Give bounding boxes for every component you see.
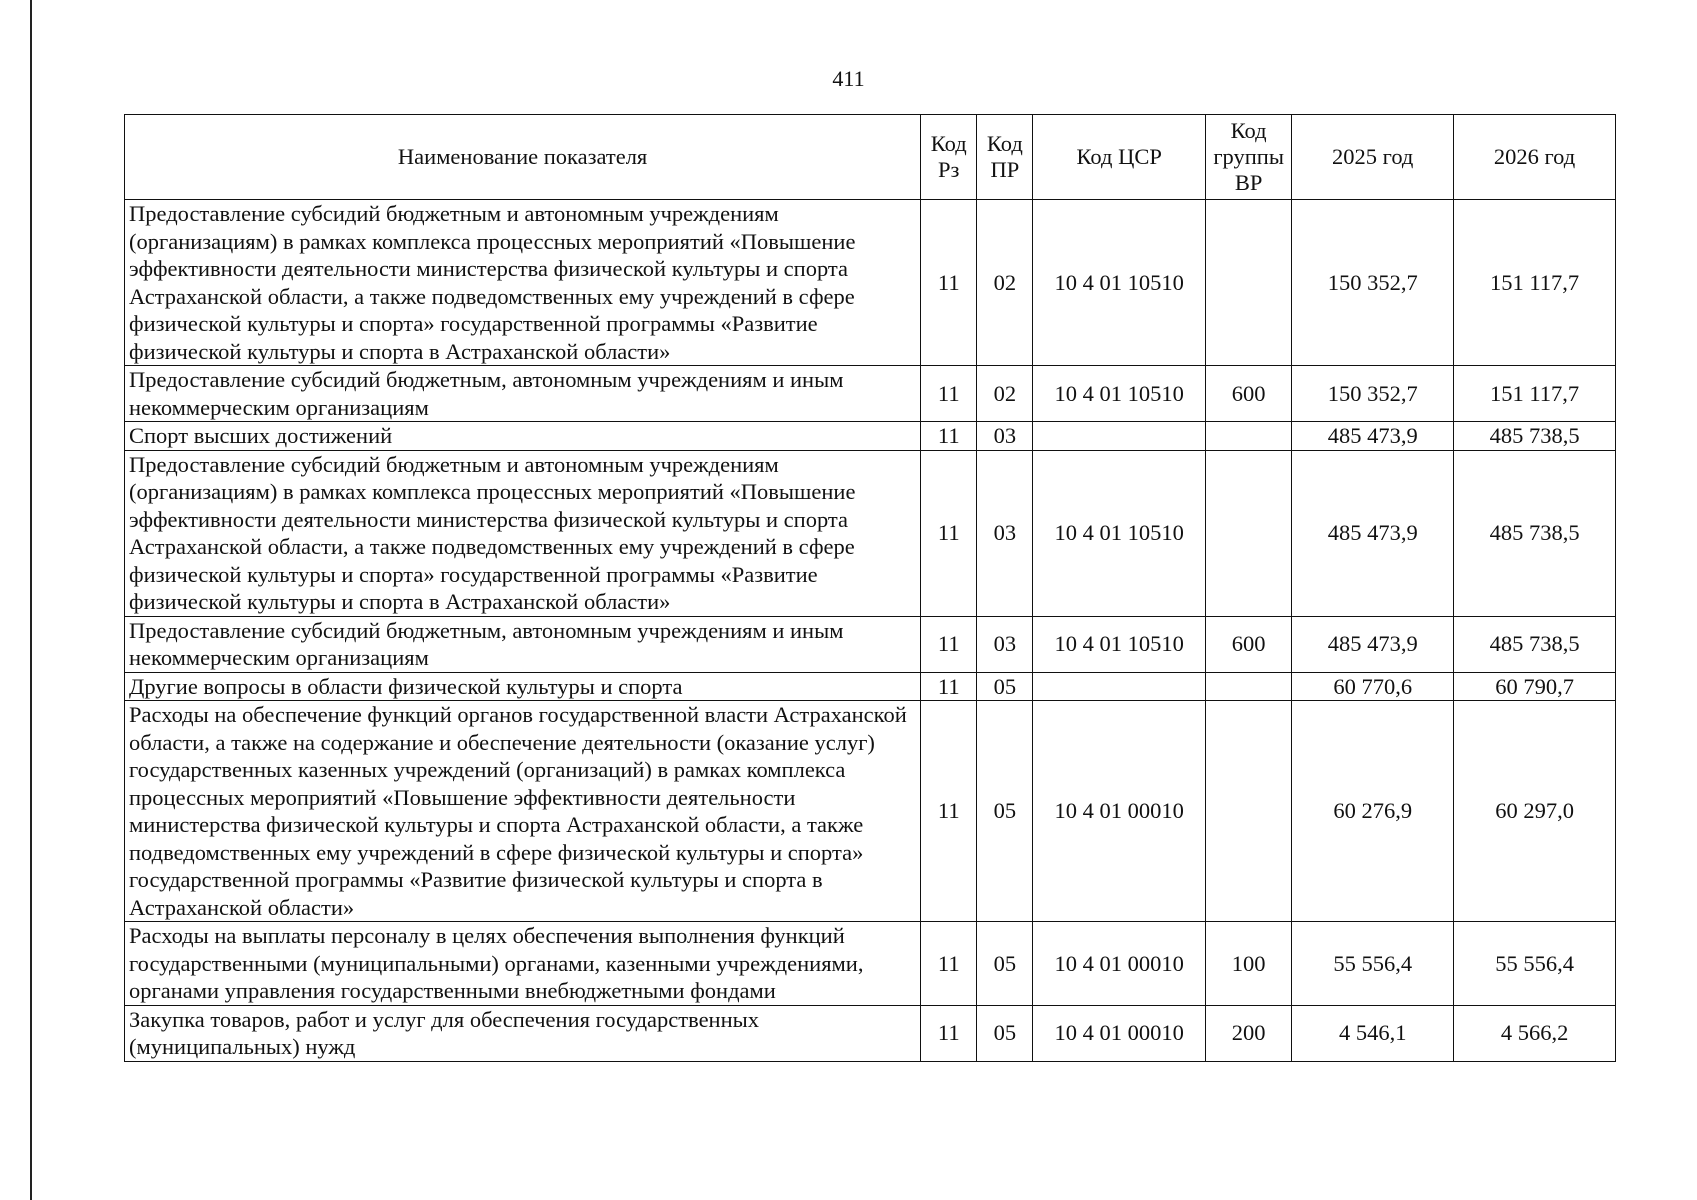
header-year-2025: 2025 год	[1292, 115, 1454, 200]
header-code-pr: Код ПР	[977, 115, 1033, 200]
cell-value-2026: 55 556,4	[1454, 922, 1616, 1006]
cell-code-rz: 11	[921, 450, 977, 616]
cell-code-csr: 10 4 01 00010	[1033, 922, 1206, 1006]
cell-indicator-name: Другие вопросы в области физической культуры и спорта	[125, 672, 921, 701]
cell-indicator-name: Предоставление субсидий бюджетным и автономным учреждениям (организациям) в рамках комплекса процессных мероприятий «Повышение эффективности деятельности министерства физической культуры и спорта Астраханской области, а также подведомственных ему учреждений в сфере физической культуры и спорта» государственной программы «Развитие физической культуры и спорта в Астраханской области»	[125, 200, 921, 366]
cell-indicator-name: Предоставление субсидий бюджетным, автономным учреждениям и иным некоммерческим организациям	[125, 366, 921, 422]
cell-indicator-name: Расходы на обеспечение функций органов государственной власти Астраханской области, а также на содержание и обеспечение деятельности (оказание услуг) государственных казенных учреждений (организаций) в рамках комплекса процессных мероприятий «Повышение эффективности деятельности министерства физической культуры и спорта Астраханской области, а также подведомственных ему учреждений в сфере физической культуры и спорта» государственной программы «Развитие физической культуры и спорта в Астраханской области»	[125, 701, 921, 922]
cell-value-2025: 485 473,9	[1292, 616, 1454, 672]
table-row	[125, 366, 1616, 422]
cell-code-vr: 100	[1206, 922, 1292, 1006]
cell-value-2026: 151 117,7	[1454, 366, 1616, 422]
table-row	[125, 450, 1616, 616]
cell-code-csr: 10 4 01 10510	[1033, 200, 1206, 366]
cell-code-vr	[1206, 422, 1292, 451]
cell-code-pr: 05	[977, 922, 1033, 1006]
header-code-rz: Код Рз	[921, 115, 977, 200]
cell-code-csr: 10 4 01 00010	[1033, 701, 1206, 922]
cell-code-csr: 10 4 01 10510	[1033, 450, 1206, 616]
budget-table	[124, 114, 1616, 1062]
header-indicator-name: Наименование показателя	[125, 115, 921, 200]
header-year-2026: 2026 год	[1454, 115, 1616, 200]
cell-code-vr: 200	[1206, 1005, 1292, 1061]
cell-value-2026: 60 790,7	[1454, 672, 1616, 701]
cell-indicator-name: Спорт высших достижений	[125, 422, 921, 451]
scan-left-edge-line	[30, 0, 32, 1200]
cell-code-pr: 05	[977, 701, 1033, 922]
cell-value-2025: 60 276,9	[1292, 701, 1454, 922]
cell-code-csr	[1033, 422, 1206, 451]
header-code-csr: Код ЦСР	[1033, 115, 1206, 200]
cell-code-pr: 05	[977, 1005, 1033, 1061]
cell-value-2025: 55 556,4	[1292, 922, 1454, 1006]
cell-indicator-name: Расходы на выплаты персоналу в целях обеспечения выполнения функций государственными (муниципальными) органами, казенными учреждениями, органами управления государственными внебюджетными фондами	[125, 922, 921, 1006]
table-row	[125, 616, 1616, 672]
cell-value-2026: 4 566,2	[1454, 1005, 1616, 1061]
cell-code-rz: 11	[921, 422, 977, 451]
cell-code-rz: 11	[921, 672, 977, 701]
cell-value-2025: 60 770,6	[1292, 672, 1454, 701]
page-number: 411	[832, 66, 865, 91]
cell-code-rz: 11	[921, 1005, 977, 1061]
cell-code-vr	[1206, 701, 1292, 922]
cell-value-2026: 485 738,5	[1454, 450, 1616, 616]
cell-code-vr: 600	[1206, 616, 1292, 672]
cell-value-2025: 485 473,9	[1292, 450, 1454, 616]
cell-value-2026: 485 738,5	[1454, 422, 1616, 451]
cell-code-csr	[1033, 672, 1206, 701]
cell-indicator-name: Закупка товаров, работ и услуг для обеспечения государственных (муниципальных) нужд	[125, 1005, 921, 1061]
cell-value-2025: 4 546,1	[1292, 1005, 1454, 1061]
cell-value-2026: 151 117,7	[1454, 200, 1616, 366]
cell-code-vr	[1206, 200, 1292, 366]
cell-code-pr: 05	[977, 672, 1033, 701]
table-row	[125, 200, 1616, 366]
cell-code-pr: 03	[977, 450, 1033, 616]
cell-code-csr: 10 4 01 10510	[1033, 616, 1206, 672]
table-row	[125, 672, 1616, 701]
cell-code-rz: 11	[921, 200, 977, 366]
cell-code-csr: 10 4 01 10510	[1033, 366, 1206, 422]
cell-indicator-name: Предоставление субсидий бюджетным, автономным учреждениям и иным некоммерческим организациям	[125, 616, 921, 672]
cell-code-pr: 02	[977, 200, 1033, 366]
table-row	[125, 422, 1616, 451]
cell-code-rz: 11	[921, 701, 977, 922]
cell-code-pr: 03	[977, 422, 1033, 451]
table-body	[125, 200, 1616, 1062]
cell-code-vr	[1206, 672, 1292, 701]
cell-code-pr: 03	[977, 616, 1033, 672]
table-row	[125, 922, 1616, 1006]
table-row	[125, 1005, 1616, 1061]
cell-code-csr: 10 4 01 00010	[1033, 1005, 1206, 1061]
table-header	[125, 115, 1616, 200]
cell-value-2025: 150 352,7	[1292, 366, 1454, 422]
cell-code-rz: 11	[921, 366, 977, 422]
cell-value-2025: 485 473,9	[1292, 422, 1454, 451]
cell-code-rz: 11	[921, 922, 977, 1006]
table-row	[125, 701, 1616, 922]
header-code-vr: Код группы ВР	[1206, 115, 1292, 200]
cell-indicator-name: Предоставление субсидий бюджетным и автономным учреждениям (организациям) в рамках комплекса процессных мероприятий «Повышение эффективности деятельности министерства физической культуры и спорта Астраханской области, а также подведомственных ему учреждений в сфере физической культуры и спорта» государственной программы «Развитие физической культуры и спорта в Астраханской области»	[125, 450, 921, 616]
cell-value-2025: 150 352,7	[1292, 200, 1454, 366]
cell-value-2026: 485 738,5	[1454, 616, 1616, 672]
cell-code-rz: 11	[921, 616, 977, 672]
cell-code-vr: 600	[1206, 366, 1292, 422]
cell-code-pr: 02	[977, 366, 1033, 422]
header-row	[125, 115, 1616, 200]
cell-code-vr	[1206, 450, 1292, 616]
cell-value-2026: 60 297,0	[1454, 701, 1616, 922]
